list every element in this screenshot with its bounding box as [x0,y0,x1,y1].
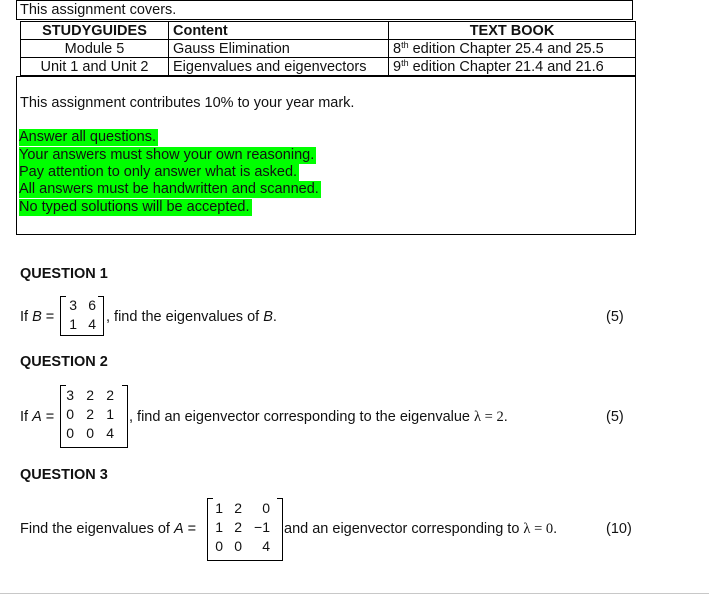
matrix-a-q2 [60,385,128,448]
row-textbook: 9th edition Chapter 21.4 and 21.6 [389,58,636,76]
matrix-cell: 1 [69,316,77,332]
cover-title: This assignment covers. [16,0,633,20]
matrix-cell: 4 [106,425,114,441]
matrix-cell: 4 [88,316,96,332]
header-textbook: TEXT BOOK [389,22,636,40]
question-3-text: and an eigenvector corresponding to λ = 0. [284,521,558,537]
matrix-cell: 3 [69,297,77,313]
row-guide: Unit 1 and Unit 2 [21,58,169,76]
question-2-text: , find an eigenvector corresponding to the eigenvalue λ = 2. [129,409,508,425]
question-3-heading: QUESTION 3 [20,467,108,483]
table-row [21,58,636,76]
matrix-cell: 0 [66,406,74,422]
matrix-a-q3 [207,498,283,561]
header-studyguides: STUDYGUIDES [21,22,169,40]
question-1-prefix: If B = [20,309,55,325]
instruction-line: Your answers must show your own reasoning. [19,147,315,163]
matrix-a-q3-cells [208,498,282,555]
question-1-text: , find the eigenvalues of B. [106,309,277,325]
row-content: Eigenvalues and eigenvectors [169,58,389,76]
matrix-a-q2-cells [61,385,127,442]
row-content: Gauss Elimination [169,40,389,58]
study-table [20,21,636,76]
matrix-cell: −1 [254,519,270,535]
row-guide: Module 5 [21,40,169,58]
header-content: Content [169,22,389,40]
instruction-line: Pay attention to only answer what is asked. [19,164,298,180]
matrix-cell: 1 [106,406,114,422]
question-3-marks: (10) [606,521,632,537]
matrix-cell: 4 [262,538,270,554]
matrix-cell: 2 [106,387,114,403]
question-2-prefix: If A = [20,409,55,425]
contribution-text: This assignment contributes 10% to your year mark. [20,95,355,111]
matrix-cell: 0 [66,425,74,441]
question-2-marks: (5) [606,409,624,425]
table-row [21,40,636,58]
question-3-prefix: Find the eigenvalues of A = [20,521,197,537]
matrix-cell: 1 [215,500,223,516]
matrix-cell: 3 [66,387,74,403]
instruction-line: All answers must be handwritten and scanned. [19,181,319,197]
page-divider [0,593,709,594]
matrix-b-cells [61,296,103,333]
matrix-cell: 2 [234,519,242,535]
matrix-b [60,296,104,336]
matrix-cell: 0 [262,500,270,516]
matrix-cell: 0 [234,538,242,554]
matrix-cell: 2 [86,406,94,422]
matrix-cell: 0 [86,425,94,441]
instruction-line: No typed solutions will be accepted. [19,199,250,215]
instruction-line: Answer all questions. [19,129,157,145]
matrix-cell: 6 [88,297,96,313]
question-1-marks: (5) [606,309,624,325]
question-2-heading: QUESTION 2 [20,354,108,370]
matrix-cell: 2 [234,500,242,516]
table-header-row [21,22,636,40]
question-1-heading: QUESTION 1 [20,266,108,282]
matrix-cell: 2 [86,387,94,403]
row-textbook: 8th edition Chapter 25.4 and 25.5 [389,40,636,58]
matrix-cell: 1 [215,519,223,535]
matrix-cell: 0 [215,538,223,554]
